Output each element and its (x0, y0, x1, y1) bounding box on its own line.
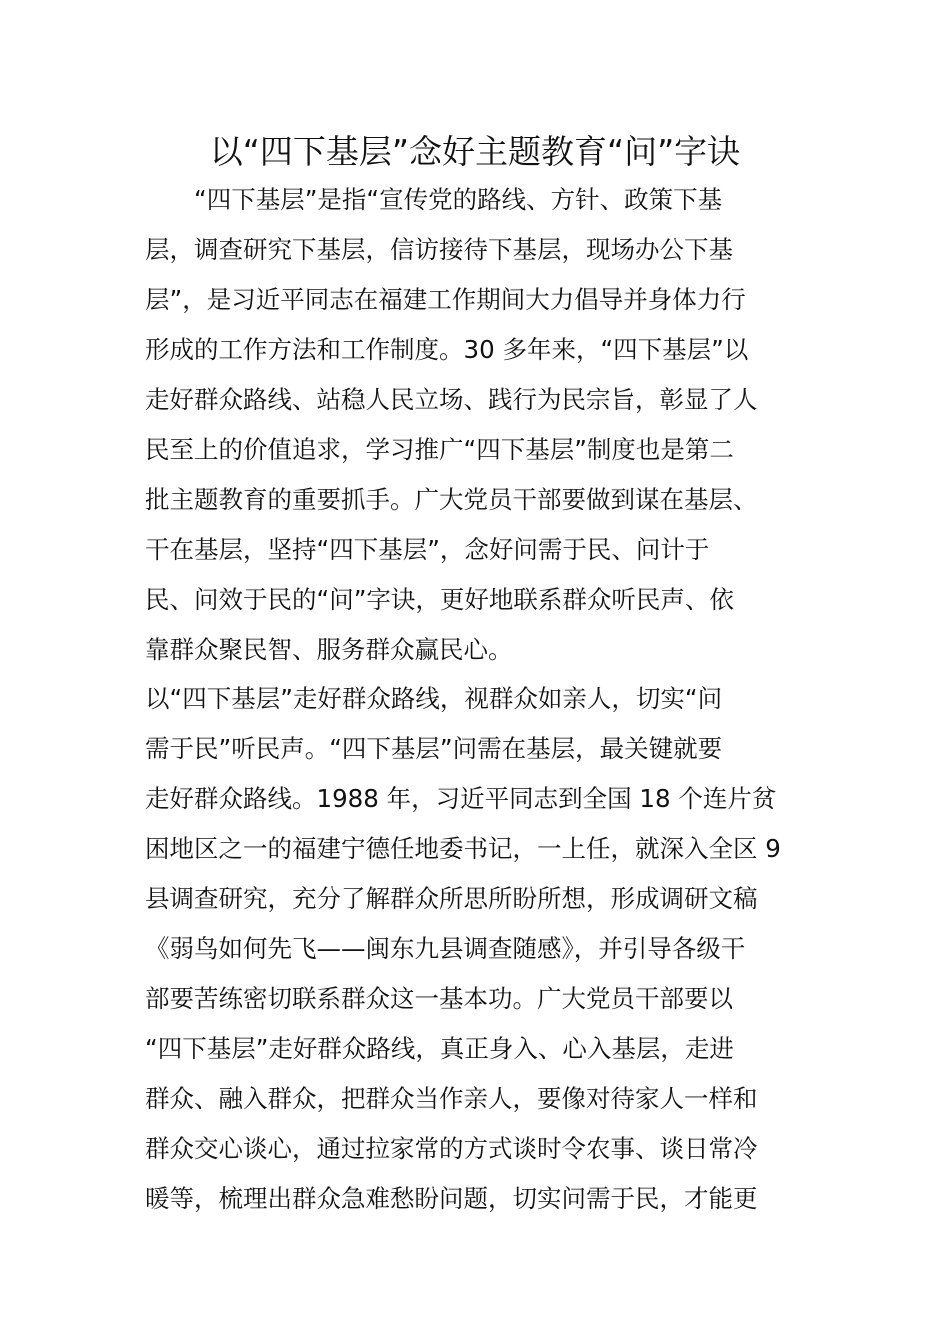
paragraph-line: 民至上的价值追求，学习推广“四下基层”制度也是第二 (145, 435, 734, 464)
paragraph-line: 干在基层，坚持“四下基层”，念好问需于民、问计于 (145, 535, 710, 564)
paragraph-line: 群众、融入群众，把群众当作亲人，要像对待家人一样和 (145, 1084, 758, 1113)
paragraph-line: 批主题教育的重要抓手。广大党员干部要做到谋在基层、 (145, 485, 758, 514)
paragraph-line: 需于民”听民声。“四下基层”问需在基层，最关键就要 (145, 734, 723, 763)
paragraph-line: 形成的工作方法和工作制度。30 多年来，“四下基层”以 (145, 335, 749, 364)
paragraph-line: 以“四下基层”走好群众路线，视群众如亲人，切实“问 (145, 684, 723, 713)
paragraph-line: 部要苦练密切联系群众这一基本功。广大党员干部要以 (145, 984, 733, 1013)
paragraph-line: 《弱鸟如何先飞——闽东九县调查随感》，并引导各级干 (145, 934, 746, 963)
paragraph-line: 走好群众路线。1988 年，习近平同志到全国 18 个连片贫 (145, 784, 777, 813)
document-title: 以“四下基层”念好主题教育“问”字诀 (209, 132, 741, 171)
paragraph-line: 困地区之一的福建宁德任地委书记，一上任，就深入全区 9 (145, 834, 781, 863)
paragraph-line: 层”，是习近平同志在福建工作期间大力倡导并身体力行 (145, 285, 746, 314)
paragraph-line: 层，调查研究下基层，信访接待下基层，现场办公下基 (145, 235, 733, 264)
paragraph-line: 暖等，梳理出群众急难愁盼问题，切实问需于民，才能更 (145, 1184, 758, 1213)
paragraph-line: 民、问效于民的“问”字诀，更好地联系群众听民声、依 (145, 585, 734, 614)
paragraph-line: “四下基层”是指“宣传党的路线、方针、政策下基 (145, 185, 723, 214)
paragraph-line: 靠群众聚民智、服务群众赢民心。 (145, 635, 513, 664)
paragraph-line: 群众交心谈心，通过拉家常的方式谈时令农事、谈日常冷 (145, 1134, 758, 1163)
paragraph-line: 县调查研究，充分了解群众所思所盼所想，形成调研文稿 (145, 884, 758, 913)
paragraph-line: “四下基层”走好群众路线，真正身入、心入基层，走进 (145, 1034, 734, 1063)
paragraph-line: 走好群众路线、站稳人民立场、践行为民宗旨，彰显了人 (145, 385, 758, 414)
